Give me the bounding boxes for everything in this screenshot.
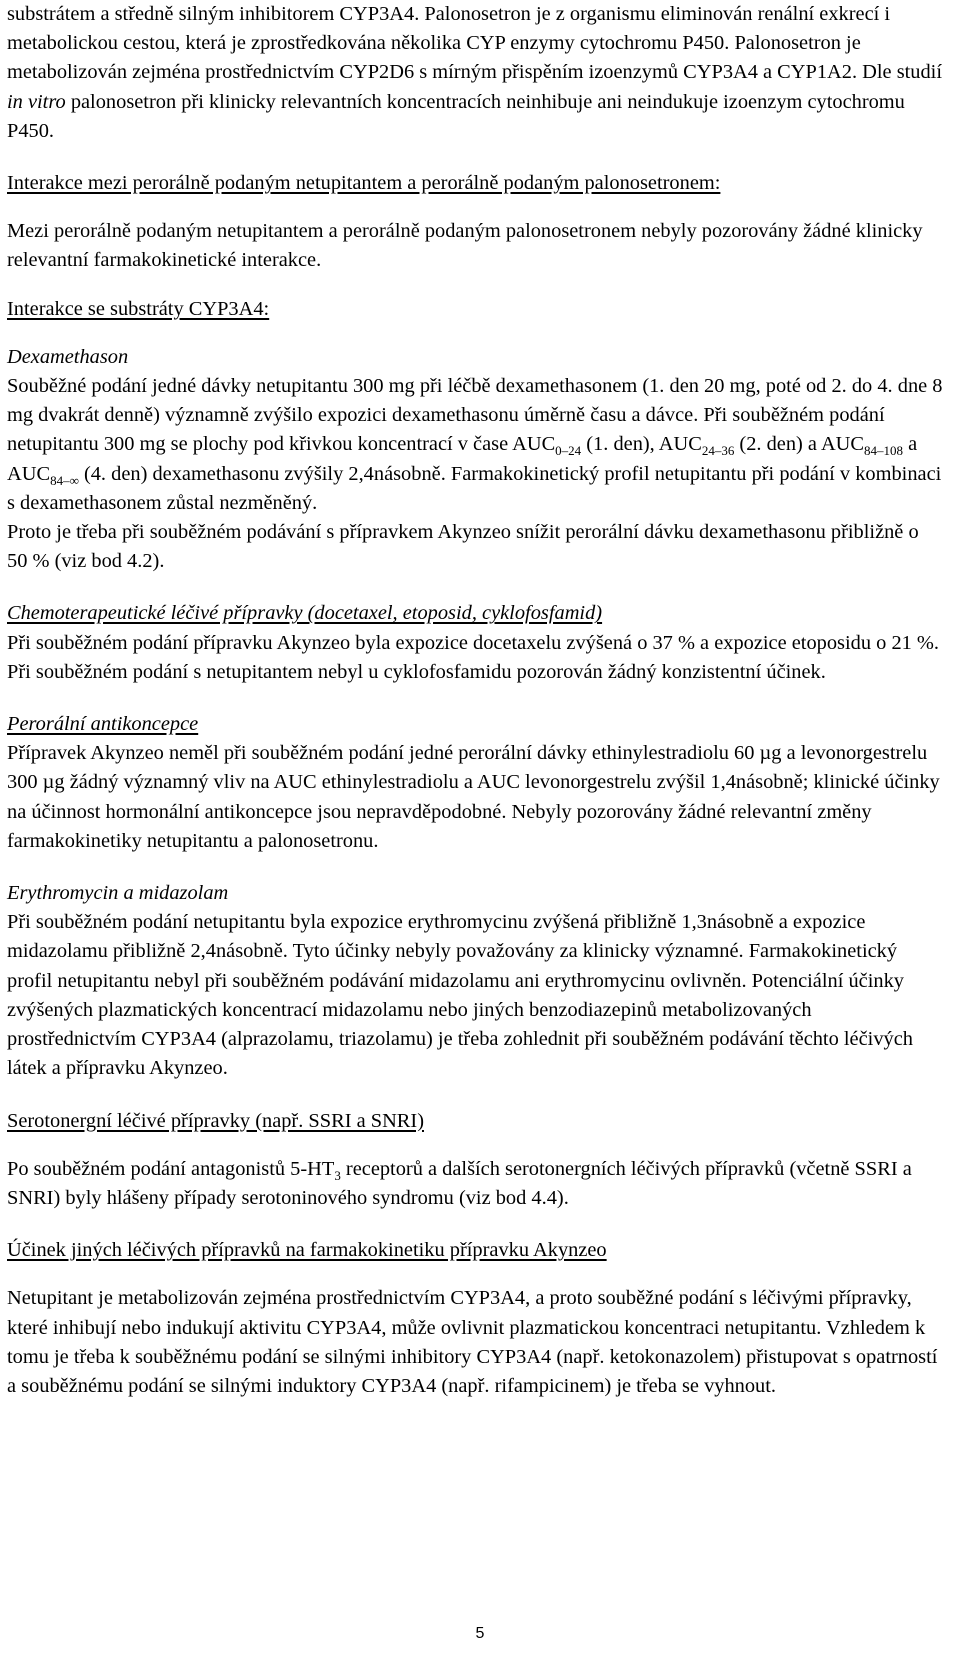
contraception-heading: Perorální antikoncepce	[7, 713, 199, 736]
dexa-text-3: (2. den) a AUC	[734, 433, 864, 456]
cyp3a4-substrates-heading: Interakce se substráty CYP3A4:	[7, 297, 270, 320]
erythromycin-heading: Erythromycin a midazolam	[7, 882, 229, 905]
serotonergic-paragraph	[7, 1155, 943, 1213]
other-drugs-text: Netupitant je metabolizován zejména prostřednictvím CYP3A4, a proto souběžné podání s léčivými přípravky, které inhibují nebo indukují aktivitu CYP3A4, může ovlivnit plazmatickou koncentraci netupitantu. Vzhledem k tomu je třeba k souběžnému podání se silnými inhibitory CYP3A4 (např. ketokonazolem) přistupovat s opatrností a souběžnému podání se silnými induktory CYP3A4 (např. rifampicinem) je třeba se vyhnout.	[7, 1287, 938, 1397]
auc-sub-24-36: 24–36	[701, 443, 735, 459]
ht3-sub: 3	[334, 1167, 341, 1183]
serotonergic-heading: Serotonergní léčivé přípravky (např. SSRI a SNRI)	[7, 1109, 424, 1132]
in-vitro-italic: in vitro	[7, 90, 66, 113]
document-page	[7, 0, 943, 1401]
chemo-text: Při souběžném podání přípravku Akynzeo byla expozice docetaxelu zvýšená o 37 % a expozice etoposidu o 21 %. Při souběžném podání s netupitantem nebyl u cyklofosfamidu pozorován žádný konzistentní účinek.	[7, 631, 940, 683]
dexa-text-5: (4. den) dexamethasonu zvýšily 2,4násobně. Farmakokinetický profil netupitantu při podání v kombinaci s dexamethasonem zůstal nezměněný.	[7, 462, 942, 514]
auc-sub-0-24: 0–24	[555, 443, 582, 459]
auc-sub-84-108: 84–108	[864, 443, 903, 459]
dexamethason-dose-reduction: Proto je třeba při souběžném podávání s přípravkem Akynzeo snížit perorální dávku dexamethasonu přibližně o 50 % (viz bod 4.2).	[7, 521, 919, 573]
serotonergic-text-2: receptorů a dalších serotonergních léčivých přípravků (včetně SSRI a SNRI) byly hlášeny případy serotoninového syndromu (viz bod 4.4).	[7, 1157, 912, 1209]
intro-text-end: palonosetron při klinicky relevantních koncentracích neinhibuje ani neindukuje izoenzym cytochromu P450.	[7, 90, 905, 142]
chemo-heading: Chemoterapeutické léčivé přípravky (docetaxel, etoposid, cyklofosfamid)	[7, 602, 603, 625]
dexamethason-paragraph	[7, 372, 943, 518]
contraception-text: Přípravek Akynzeo neměl při souběžném podání jedné perorální dávky ethinylestradiolu 60 µg a levonorgestrelu 300 µg žádný významný vliv na AUC ethinylestradiolu a AUC levonorgestrelu zvýšil 1,4násobně; klinické účinky na účinnost hormonální antikoncepce jsou nepravděpodobné. Nebyly pozorovány žádné relevantní změny farmakokinetiky netupitantu a palonosetronu.	[7, 742, 940, 852]
other-drugs-heading: Účinek jiných léčivých přípravků na farmakokinetiku přípravku Akynzeo	[7, 1239, 607, 1262]
dexamethason-heading: Dexamethason	[7, 345, 129, 368]
erythromycin-text: Při souběžném podání netupitantu byla expozice erythromycinu zvýšená přibližně 1,3násobně a expozice midazolamu přibližně 2,4násobně. Tyto účinky nebyly považovány za klinicky významné. Farmakokinetický profil netupitantu nebyl při souběžném podávání midazolamu ani erythromycinu ovlivněn. Potenciální účinky zvýšených plazmatických koncentrací midazolamu nebo jiných benzodiazepinů metabolizovaných prostřednictvím CYP3A4 (alprazolamu, triazolamu) je třeba zohlednit při souběžném podávání těchto léčivých látek a přípravku Akynzeo.	[7, 911, 913, 1080]
serotonergic-text-1: Po souběžném podání antagonistů 5-HT	[7, 1157, 335, 1180]
auc-sub-84-inf: 84–∞	[50, 472, 79, 488]
dexa-text-1: Souběžné podání jedné dávky netupitantu 300 mg při léčbě dexamethasonem (1. den 20 mg, poté od 2. do 4. dne 8 mg dvakrát denně) významně zvýšilo expozici dexamethasonu úměrně času a dávce. Při souběžném podání netupitantu 300 mg se plochy pod křivkou koncentrací v čase AUC	[7, 375, 943, 456]
netupitant-palonosetron-heading: Interakce mezi perorálně podaným netupitantem a perorálně podaným palonosetronem:	[7, 172, 721, 195]
netupitant-palonosetron-text: Mezi perorálně podaným netupitantem a perorálně podaným palonosetronem nebyly pozorovány žádné klinicky relevantní farmakokinetické interakce.	[7, 220, 923, 272]
dexa-text-2: (1. den), AUC	[581, 433, 702, 456]
intro-text: substrátem a středně silným inhibitorem CYP3A4. Palonosetron je z organismu eliminován renální exkrecí i metabolickou cestou, která je zprostředkována několika CYP enzymy cytochromu P450. Palonosetron je metabolizován zejména prostřednictvím CYP2D6 s mírným přispěním izoenzymů CYP3A4 a CYP1A2. Dle studií	[7, 3, 943, 84]
intro-paragraph	[7, 0, 943, 146]
dexa-text-4: a AUC	[7, 433, 918, 485]
page-number: 5	[475, 1625, 485, 1642]
